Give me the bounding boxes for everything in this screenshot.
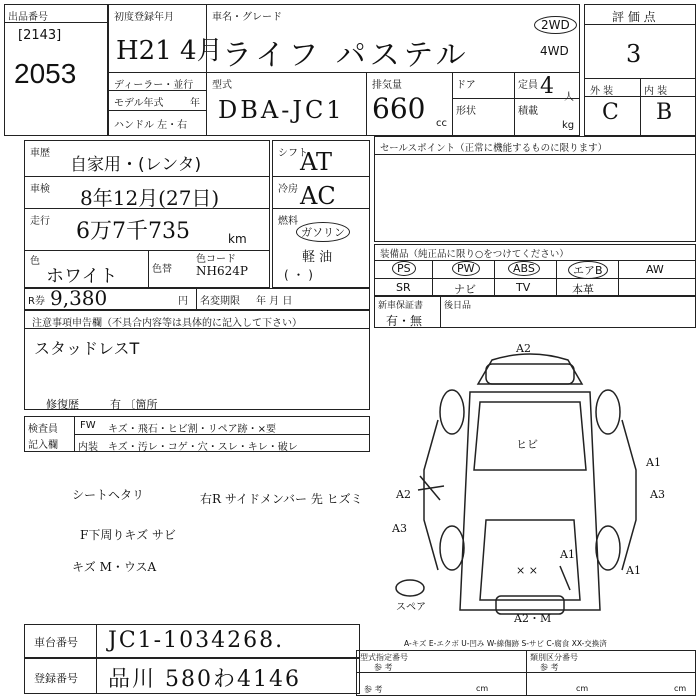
evaluation-score: 3: [626, 40, 642, 68]
drive-4wd: 4WD: [540, 44, 569, 58]
recycle-unit: 円: [178, 296, 188, 307]
handle-label: ハンドル 左・右: [114, 120, 188, 131]
color-change-label: 色替: [152, 264, 172, 275]
name-change-units: 年 月 日: [256, 296, 293, 307]
recycle-value: 9,380: [50, 286, 108, 310]
lot-number: 2053: [14, 58, 77, 89]
displacement-label: 排気量: [372, 80, 402, 91]
mark-left-front: A2: [396, 488, 411, 501]
fuel-other: ( ・ ): [284, 268, 313, 282]
mark-roof: A2: [516, 342, 531, 355]
legend-fw-items: キズ・飛石・ヒビ割・リペア跡・×要: [108, 424, 276, 435]
type-value: DBA-JC1: [218, 96, 345, 124]
inspector-label: 検査員: [28, 424, 58, 435]
model-note-label: 型式指定番号: [360, 653, 408, 662]
color-label: 色: [30, 256, 40, 267]
spare-label: スペア: [396, 602, 426, 613]
door-label: ドア: [456, 80, 476, 91]
divider: [96, 624, 97, 658]
shape-label: 形状: [456, 106, 476, 117]
aircon-label: 冷房: [278, 184, 298, 195]
equipment-aw: AW: [646, 263, 664, 276]
class-label: 類別区分番号: [530, 653, 578, 662]
warranty-value: 有・無: [386, 314, 423, 328]
exterior-grade: C: [602, 100, 619, 125]
load-label: 積載: [518, 106, 538, 117]
model-year-unit: 年: [190, 98, 200, 109]
auction-code: [2143]: [18, 28, 62, 43]
legend-interior-label: 内装: [78, 442, 98, 453]
inspection-value: 8年12月(27日): [80, 186, 220, 210]
repair-label: 修復歴: [46, 398, 79, 411]
inspector-note-3: F下周りキズ サビ: [80, 528, 176, 542]
capacity-label: 定員: [518, 80, 538, 91]
cm-label-1: cm: [476, 684, 489, 693]
damage-legend: A-キズ E-エクボ U-凹み W-線傷跡 S-サビ C-腐食 XX-交換済: [404, 639, 607, 648]
history-label: 車歴: [30, 148, 50, 159]
fuel-gasoline-circled: ガソリン: [296, 222, 350, 242]
equipment-abs: ABS: [508, 261, 540, 276]
fuel-diesel: 軽 油: [302, 250, 333, 265]
equipment-pw: PW: [452, 261, 480, 276]
model-year-label: モデル年式: [114, 98, 164, 109]
ref-label-bottom: 参 考: [364, 685, 383, 694]
history-value: 自家用・(レンタ): [70, 155, 202, 175]
mileage-unit: km: [228, 232, 247, 246]
cm-label-2: cm: [576, 684, 589, 693]
model-ref-label: 参 考: [374, 663, 393, 672]
aircon-value: AC: [300, 182, 336, 210]
warranty-label: 新車保証書: [378, 301, 424, 311]
inspector-note-4: キズ M・ウスA: [72, 560, 157, 574]
displacement-value: 660: [372, 92, 426, 125]
equipment-sr: SR: [396, 281, 411, 294]
legend-interior-items: キズ・汚レ・コゲ・穴・スレ・キレ・破レ: [108, 442, 298, 453]
first-reg-label: 初度登録年月: [114, 12, 174, 23]
mileage-label: 走行: [30, 216, 50, 227]
mileage-value: 6万7千735: [76, 219, 190, 244]
interior-label: 内 装: [644, 86, 668, 97]
chassis-value: JC1-1034268.: [108, 628, 285, 653]
equipment-ps: PS: [392, 261, 416, 276]
repair-value: 有 〔箇所: [110, 398, 158, 411]
displacement-unit: cc: [436, 118, 447, 129]
shift-label: シフト: [278, 148, 308, 159]
inspection-label: 車検: [30, 184, 50, 195]
type-label: 型式: [212, 80, 232, 91]
equipment-navi: ナビ: [454, 283, 476, 296]
mark-rear-scratches: × ×: [516, 564, 538, 577]
mark-left-rear: A3: [392, 522, 407, 535]
inspector-sub-label: 記入欄: [28, 440, 58, 451]
evaluation-label: 評 価 点: [612, 10, 656, 24]
model-grade-label: 車名・グレード: [212, 12, 282, 23]
mark-rear-bumper: A2・M: [514, 612, 552, 625]
equipment-leather: 本革: [572, 283, 594, 296]
equipment-label: 装備品（純正品に限り○をつけてください）: [380, 249, 569, 260]
legend-fw-label: FW: [80, 420, 96, 431]
fuel-label: 燃料: [278, 216, 298, 227]
name-change-label: 名変期限: [200, 296, 240, 307]
class-ref-label: 参 考: [540, 663, 559, 672]
exterior-label: 外 装: [590, 86, 614, 97]
mark-right-rear: A1: [626, 564, 641, 577]
model-grade-value: ライフ パステル: [222, 38, 470, 73]
divider: [526, 650, 527, 696]
mark-right-mid: A3: [650, 488, 665, 501]
inspector-note-2: 右R サイドメンバー 先 ヒズミ: [200, 492, 363, 506]
interior-grade: B: [656, 100, 673, 125]
capacity-unit: 人: [564, 92, 574, 103]
cm-label-3: cm: [674, 684, 687, 693]
color-code-label: 色コード: [196, 254, 236, 265]
plate-value: 品川 580わ4146: [108, 667, 301, 692]
notes-value: スタッドレスT: [34, 339, 140, 358]
plate-label: 登録番号: [34, 672, 78, 685]
mark-windshield: ヒビ: [516, 438, 538, 451]
notes-label: 注意事項申告欄（不具合内容等は具体的に記入して下さい）: [32, 318, 302, 329]
load-unit: kg: [562, 120, 575, 131]
divider: [96, 658, 97, 694]
lot-number-label: 出品番号: [8, 12, 48, 23]
equipment-airbag: エアB: [568, 261, 608, 279]
shift-value: AT: [300, 148, 333, 176]
divider: [356, 672, 696, 673]
mark-right-front: A1: [646, 456, 661, 469]
first-reg-value: H21 4月: [116, 36, 223, 66]
sales-point-label: セールスポイント（正常に機能するものに限ります）: [380, 143, 608, 154]
recycle-label: R券: [28, 296, 45, 307]
chassis-label: 車台番号: [34, 636, 78, 649]
drive-2wd-circled: 2WD: [534, 16, 577, 34]
rear-seat-label: 後日品: [444, 301, 472, 311]
color-value: ホワイト: [46, 266, 118, 287]
capacity-value: 4: [540, 74, 554, 99]
mark-rear-center: A1: [560, 548, 575, 561]
color-code-value: NH624P: [196, 264, 248, 278]
equipment-tv: TV: [516, 281, 531, 294]
dealer-label: ディーラー・並行: [114, 80, 194, 91]
inspector-note-1: シートヘタリ: [72, 488, 145, 502]
